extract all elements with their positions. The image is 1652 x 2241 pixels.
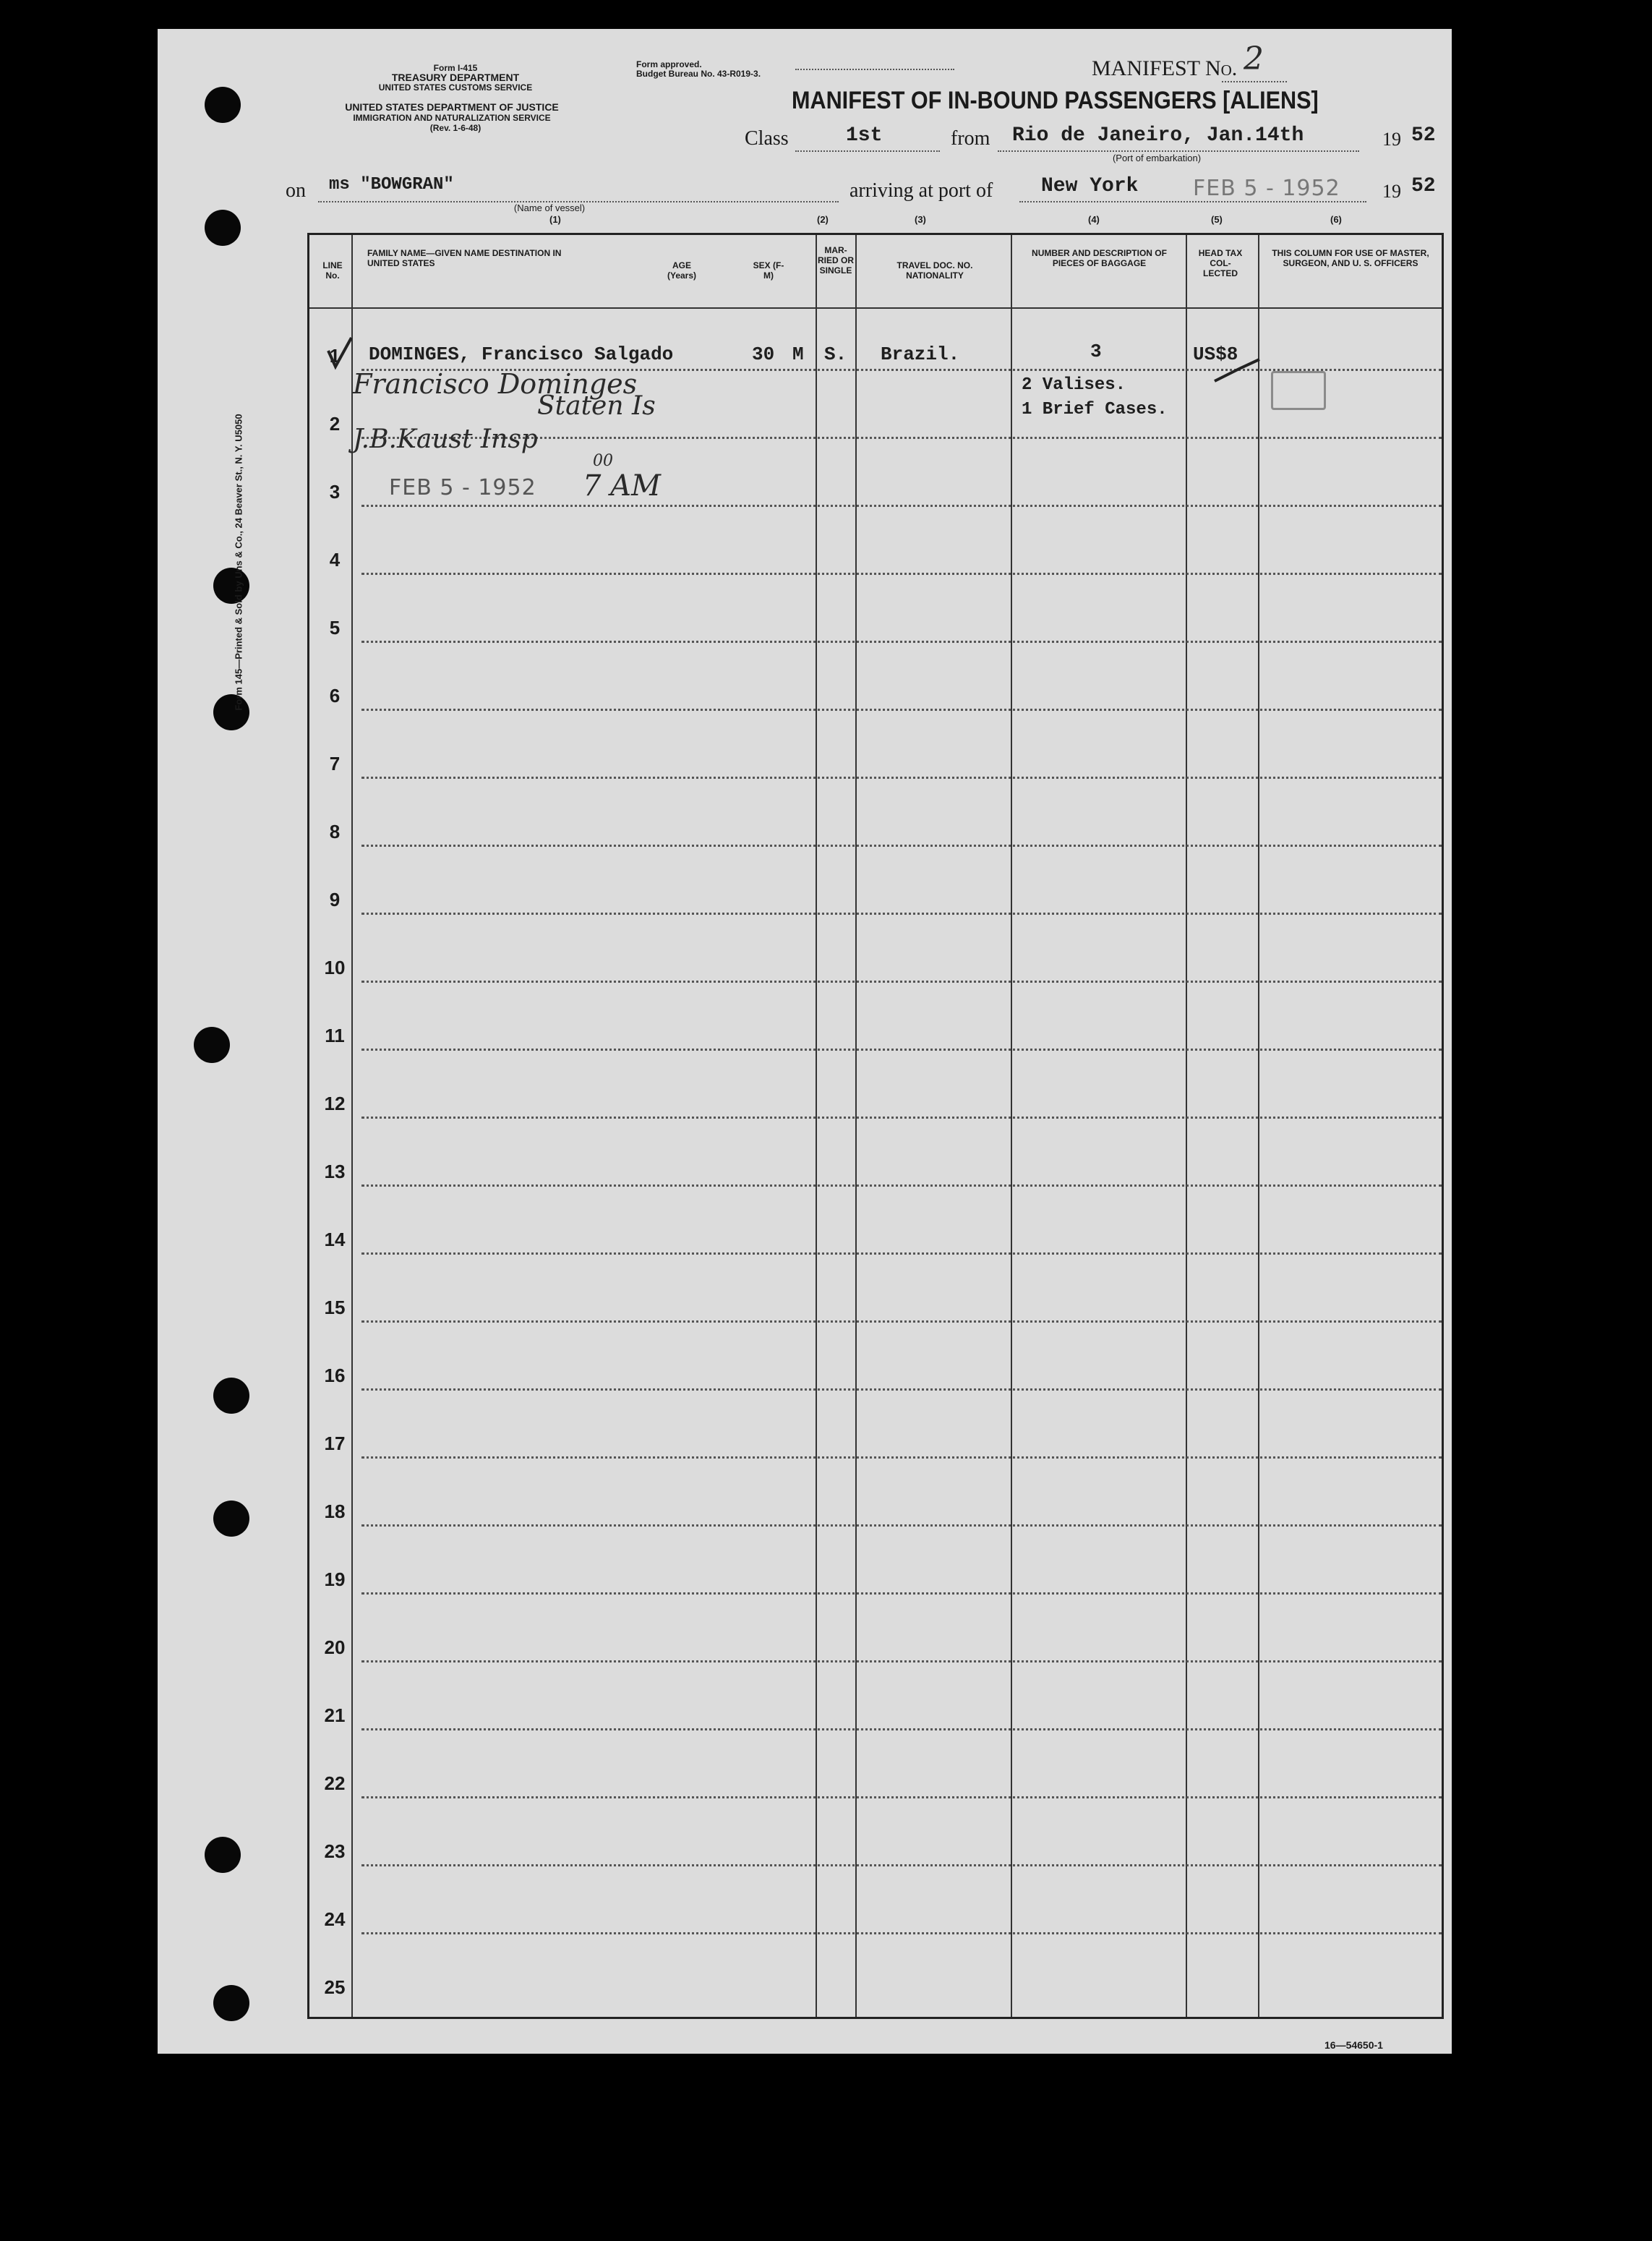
class-value: 1st <box>846 124 883 147</box>
arriving-underline <box>1019 201 1366 202</box>
line-number: 23 <box>324 1840 346 1862</box>
row-rule <box>361 1932 1442 1934</box>
table-row <box>309 1328 1442 1396</box>
budget-bureau: Budget Bureau No. 43-R019-3. <box>636 69 761 79</box>
checkmark-icon <box>1212 352 1262 392</box>
class-underline <box>795 150 940 152</box>
col-number-2: (2) <box>817 214 829 225</box>
baggage-valises: 2 Valises. <box>1022 375 1126 395</box>
row-rule <box>361 1388 1442 1391</box>
table-row <box>309 853 1442 921</box>
col-number-6: (6) <box>1330 214 1342 225</box>
header-married: MAR- RIED OR SINGLE <box>817 245 854 276</box>
line-number: 24 <box>324 1908 346 1930</box>
printer-side-text: Form 145—Printed & Sold by Uns & Co., 24 Beaver St., N. Y. U5050 <box>233 414 244 711</box>
year2-value: 52 <box>1411 175 1436 197</box>
checkmark-icon <box>325 335 354 375</box>
handwritten-destination: Staten Is <box>537 391 656 421</box>
head-tax-value: US$8 <box>1193 343 1238 365</box>
year-prefix: 19 <box>1382 129 1401 150</box>
col-number-4: (4) <box>1088 214 1100 225</box>
table-row <box>309 581 1442 649</box>
row-rule <box>361 641 1442 643</box>
inspection-date-stamp: FEB 5 - 1952 <box>389 475 536 500</box>
arrival-date-stamp: FEB 5 - 1952 <box>1193 176 1340 201</box>
baggage-briefcases: 1 Brief Cases. <box>1022 400 1168 419</box>
manifest-no-underline <box>1222 81 1287 82</box>
port-embarkation-caption: (Port of embarkation) <box>1112 153 1202 163</box>
treasury-dept: TREASURY DEPARTMENT <box>391 72 520 83</box>
row-rule <box>361 1592 1442 1595</box>
line-number: 13 <box>324 1161 346 1182</box>
line-number: 17 <box>324 1433 346 1454</box>
line-number: 14 <box>324 1229 346 1250</box>
arriving-label: arriving at port of <box>849 179 993 202</box>
binder-hole <box>213 568 249 604</box>
header-age: AGE (Years) <box>667 260 697 281</box>
table-row <box>309 513 1442 581</box>
line-number: 4 <box>329 549 341 571</box>
line-number: 12 <box>324 1093 346 1114</box>
line-number: 22 <box>324 1772 346 1794</box>
year-value: 52 <box>1411 124 1436 147</box>
form-revision: (Rev. 1-6-48) <box>429 123 482 133</box>
row-rule <box>361 1456 1442 1459</box>
table-row <box>309 1940 1442 2008</box>
justice-dept: UNITED STATES DEPARTMENT OF JUSTICE <box>345 101 559 113</box>
table-row <box>309 717 1442 785</box>
row-rule <box>361 1184 1442 1187</box>
line-number: 10 <box>324 957 346 978</box>
table-row <box>309 1736 1442 1804</box>
passenger-name: DOMINGES, Francisco Salgado <box>369 343 674 365</box>
customs-service: UNITED STATES CUSTOMS SERVICE <box>378 82 533 93</box>
form-approved: Form approved. <box>636 59 702 69</box>
table-row <box>309 989 1442 1057</box>
binder-hole <box>213 1501 249 1537</box>
on-label: on <box>286 179 306 202</box>
binder-hole <box>205 87 241 123</box>
vessel-caption: (Name of vessel) <box>513 202 586 213</box>
row-rule <box>361 1320 1442 1323</box>
handwritten-time-super: 00 <box>593 452 613 470</box>
table-row <box>309 1057 1442 1124</box>
year2-prefix: 19 <box>1382 181 1401 202</box>
form-number: Form I-415 <box>433 63 478 73</box>
header-head-tax: HEAD TAX COL- LECTED <box>1198 248 1243 278</box>
ins-service: IMMIGRATION AND NATURALIZATION SERVICE <box>353 113 551 123</box>
header-name: FAMILY NAME—GIVEN NAME DESTINATION IN UNITED STATES <box>367 248 562 268</box>
col-number-1-top: (1) <box>549 214 561 225</box>
from-underline <box>998 150 1359 152</box>
binder-hole <box>194 1027 230 1063</box>
from-label: from <box>951 127 990 150</box>
passenger-sex: M <box>792 343 804 365</box>
header-line-no: LINE No. <box>322 260 343 281</box>
manifest-no-label: MANIFEST No. <box>1092 56 1238 80</box>
table-row <box>309 1124 1442 1192</box>
row-rule <box>361 777 1442 779</box>
table-row <box>309 309 1442 377</box>
binder-hole <box>205 210 241 246</box>
row-rule <box>361 1524 1442 1527</box>
handwritten-inspector: J.B.Kaust Insp <box>353 424 538 454</box>
row-rule <box>361 709 1442 711</box>
table-row <box>309 1192 1442 1260</box>
row-rule <box>361 1252 1442 1255</box>
table-row <box>309 921 1442 989</box>
line-number: 19 <box>324 1568 346 1590</box>
row-rule <box>361 1864 1442 1866</box>
from-value: Rio de Janeiro, Jan.14th <box>1012 124 1304 147</box>
line-number: 5 <box>329 617 341 639</box>
table-row <box>309 785 1442 853</box>
officer-stamp-mark <box>1271 371 1326 410</box>
line-number: 20 <box>324 1636 346 1658</box>
table-row <box>309 1260 1442 1328</box>
table-row <box>309 1600 1442 1668</box>
row-rule <box>361 845 1442 847</box>
budget-underline <box>795 69 954 70</box>
passenger-marital: S. <box>824 343 847 365</box>
col-number-5: (5) <box>1211 214 1223 225</box>
table-row <box>309 1872 1442 1940</box>
row-rule <box>361 1728 1442 1730</box>
row-rule <box>361 981 1442 983</box>
line-number: 11 <box>325 1025 345 1046</box>
handwritten-signature: Francisco Dominges <box>353 368 638 400</box>
binder-hole <box>213 694 249 730</box>
arriving-value: New York <box>1041 175 1139 197</box>
header-officers: THIS COLUMN FOR USE OF MASTER, SURGEON, AND U. S. OFFICERS <box>1272 248 1429 268</box>
table-row <box>309 649 1442 717</box>
header-travel-doc: TRAVEL DOC. NO. NATIONALITY <box>896 260 973 281</box>
table-row <box>309 1396 1442 1464</box>
passenger-nationality: Brazil. <box>881 343 960 365</box>
footer-code: 16—54650-1 <box>1324 2039 1383 2051</box>
header-baggage: NUMBER AND DESCRIPTION OF PIECES OF BAGGAGE <box>1032 248 1167 268</box>
row-rule <box>361 1117 1442 1119</box>
table-row <box>309 1668 1442 1736</box>
binder-hole <box>213 1378 249 1414</box>
line-number: 3 <box>329 481 341 503</box>
col-number-3: (3) <box>915 214 926 225</box>
binder-hole <box>205 1837 241 1873</box>
handwritten-time: 7 AM <box>583 469 662 503</box>
table-row <box>309 1804 1442 1872</box>
line-number: 16 <box>324 1365 346 1386</box>
page-title: MANIFEST OF IN-BOUND PASSENGERS [ALIENS] <box>792 87 1319 114</box>
row-rule <box>361 1660 1442 1662</box>
class-label: Class <box>745 127 789 150</box>
line-number: 2 <box>329 413 341 435</box>
row-rule <box>361 573 1442 575</box>
table-row <box>309 1532 1442 1600</box>
line-number: 15 <box>324 1297 346 1318</box>
passenger-table <box>307 233 1444 2019</box>
line-number: 1 <box>329 345 341 367</box>
line-number: 25 <box>324 1976 346 1998</box>
header-sex: SEX (F-M) <box>753 260 784 281</box>
manifest-no-value: 2 <box>1244 40 1264 77</box>
line-number: 6 <box>329 685 341 707</box>
binder-hole <box>213 1985 249 2021</box>
line-number: 18 <box>324 1501 346 1522</box>
baggage-count: 3 <box>1090 341 1102 362</box>
row-rule <box>361 1796 1442 1798</box>
line-number: 8 <box>329 821 341 842</box>
row-rule <box>361 505 1442 507</box>
table-row <box>309 1464 1442 1532</box>
passenger-age: 30 <box>752 343 775 365</box>
line-number: 9 <box>329 889 341 910</box>
row-rule <box>361 913 1442 915</box>
vessel-value: ms "BOWGRAN" <box>329 175 454 195</box>
line-number: 21 <box>324 1704 346 1726</box>
line-number: 7 <box>329 753 341 774</box>
row-rule <box>361 1049 1442 1051</box>
